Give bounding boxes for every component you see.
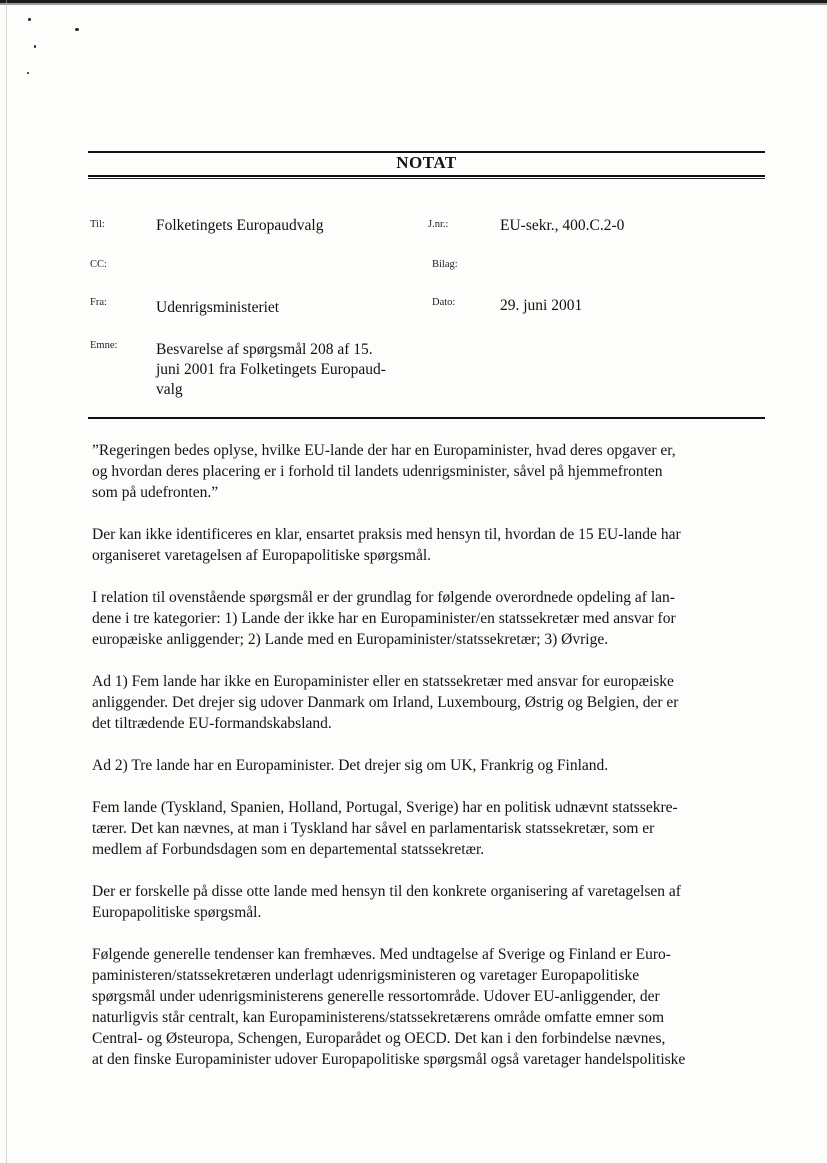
emne-value [156,340,431,400]
body-text [92,440,767,1091]
dato-label: Dato: [432,297,456,308]
body-paragraph [92,440,767,503]
body-line: I relation til ovenstående spørgsmål er der grundlag for følgende overordnede opdeling af lan- [92,589,675,606]
fra-label: Fra: [90,297,107,308]
scan-speck [34,45,36,48]
body-line: Central- og Østeuropa, Schengen, Europarådet og OECD. Det kan i den forbindelse nævnes, [92,1030,666,1047]
body-line: Ad 1) Fem lande har ikke en Europaminister eller en statssekretær med ansvar for europæiske [92,673,674,690]
body-line: organiseret varetagelsen af Europapolitiske spørgsmål. [92,547,432,564]
fields-bottom-rule [88,417,765,419]
body-paragraph [92,881,767,923]
body-paragraph [92,797,767,860]
body-line: paministeren/statssekretæren underlagt udenrigsministeren og varetager Europapolitiske [92,967,640,984]
body-line: dene i tre kategorier: 1) Lande der ikke har en Europaminister/en statssekretær med ansvar for [92,610,676,627]
body-line: Følgende generelle tendenser kan fremhæves. Med undtagelse af Sverige og Finland er Euro- [92,946,671,963]
til-value: Folketingets Europaudvalg [156,217,324,234]
body-line: som på udefronten.” [92,484,219,501]
body-line: Fem lande (Tyskland, Spanien, Holland, Portugal, Sverige) har en politisk udnævnt statssekre- [92,799,678,816]
fra-value: Udenrigsministeriet [156,299,280,316]
body-line: tærer. Det kan nævnes, at man i Tyskland har såvel en parlamentarisk statssekretær, som er [92,820,655,837]
body-line: det tiltrædende EU-formandskabsland. [92,715,332,732]
body-line: anliggender. Det drejer sig udover Danmark om Irland, Luxembourg, Østrig og Belgien, der er [92,694,679,711]
scan-margin-line [6,0,7,1163]
scan-edge-shadow [0,3,827,5]
scan-speck [27,72,29,74]
jnr-value: EU-sekr., 400.C.2-0 [500,217,625,234]
bilag-label: Bilag: [432,259,458,270]
dato-value: 29. juni 2001 [500,297,583,314]
emne-line: Besvarelse af spørgsmål 208 af 15. [156,341,373,358]
body-paragraph [92,944,767,1070]
body-line: ”Regeringen bedes oplyse, hvilke EU-lande der har en Europaminister, hvad deres opgaver er, [92,442,676,459]
body-line: og hvordan deres placering er i forhold til landets udenrigsminister, såvel på hjemmefronten [92,463,663,480]
jnr-label: J.nr.: [428,219,449,230]
body-paragraph [92,671,767,734]
body-line: Der er forskelle på disse otte lande med hensyn til den konkrete organisering af varetagelsen af [92,883,681,900]
body-line: europæiske anliggender; 2) Lande med en Europaminister/statssekretær; 3) Øvrige. [92,631,609,648]
scan-speck [28,18,31,21]
scan-speck [75,28,79,31]
emne-line: juni 2001 fra Folketingets Europaud- [156,361,386,378]
emne-label: Emne: [90,340,118,351]
body-line: medlem af Forbundsdagen som en departemental statssekretær. [92,841,485,858]
body-line: Europapolitiske spørgsmål. [92,904,262,921]
body-line: at den finske Europaminister udover Europapolitiske spørgsmål også varetager handelspolitiske [92,1051,686,1068]
body-line: Der kan ikke identificeres en klar, ensartet praksis med hensyn til, hvordan de 15 EU-lande har [92,526,681,543]
emne-line: valg [156,381,183,398]
body-paragraph [92,587,767,650]
body-paragraph [92,755,767,776]
body-line: spørgsmål under udenrigsministerens generelle ressortområde. Udover EU-anliggender, der [92,988,660,1005]
til-label: Til: [90,219,105,230]
document-title: NOTAT [396,153,457,172]
header-bottom-rule [88,175,765,177]
body-paragraph [92,524,767,566]
body-line: Ad 2) Tre lande har en Europaminister. Det drejer sig om UK, Frankrig og Finland. [92,757,609,774]
body-line: naturligvis står centralt, kan Europaministerens/statssekretærens område omfatte emner som [92,1009,665,1026]
header-bottom-rule-thin [88,178,765,179]
cc-label: CC: [90,259,107,270]
